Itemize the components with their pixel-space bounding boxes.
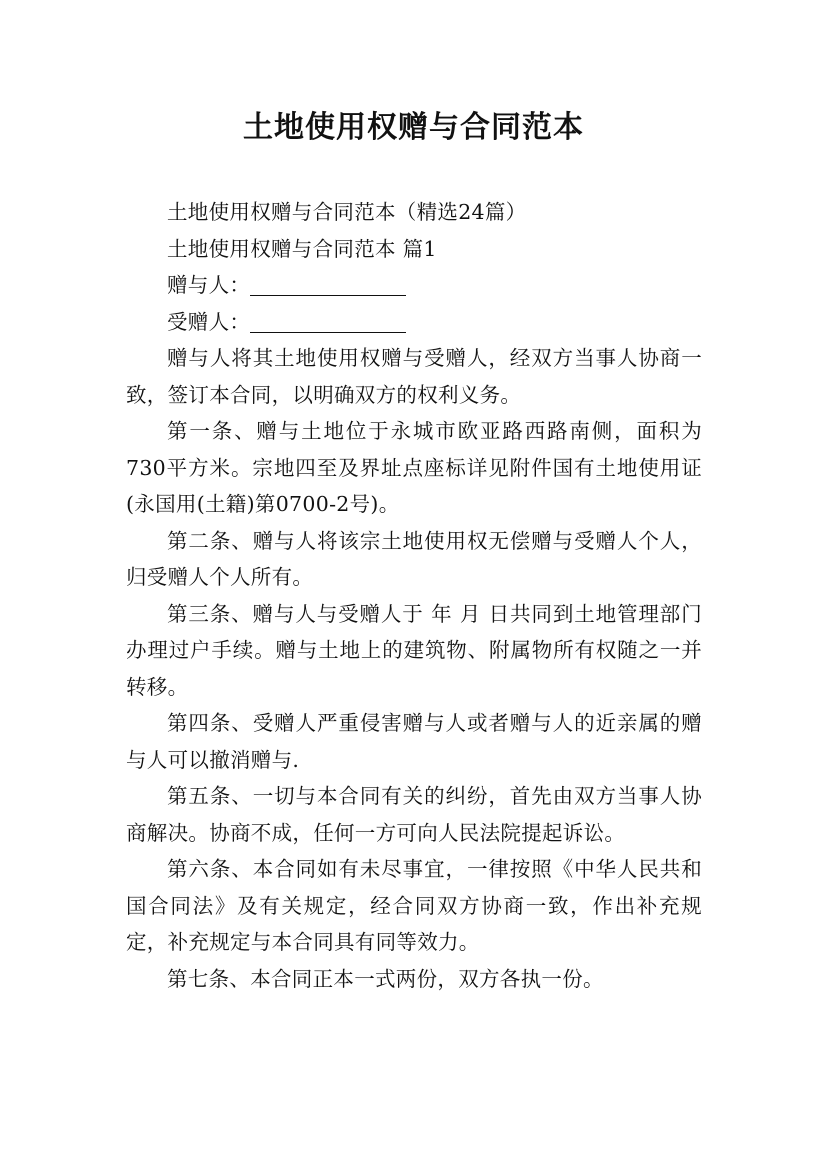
intro-paragraph: 赠与人将其土地使用权赠与受赠人，经双方当事人协商一致，签订本合同，以明确双方的权利义务。 [126, 346, 702, 407]
donor-blank [250, 273, 406, 296]
donee-blank [250, 310, 406, 333]
section-heading: 土地使用权赠与合同范本 篇1 [167, 236, 437, 261]
article-3: 第三条、赠与人与受赠人于 年 月 日共同到土地管理部门办理过户手续。赠与土地上的建筑物、附属物所有权随之一并转移。 [126, 601, 702, 699]
donee-field [126, 304, 702, 341]
article-7: 第七条、本合同正本一式两份，双方各执一份。 [167, 966, 604, 991]
article-1: 第一条、赠与土地位于永城市欧亚路西路南侧，面积为730平方米。宗地四至及界址点座标详见附件国有土地使用证(永国用(土籍)第0700-2号)。 [126, 419, 702, 516]
document-title: 土地使用权赠与合同范本 [243, 110, 584, 145]
article-5: 第五条、一切与本合同有关的纠纷，首先由双方当事人协商解决。协商不成，任何一方可向人民法院提起诉讼。 [126, 784, 702, 845]
article-6: 第六条、本合同如有未尽事宜，一律按照《中华人民共和国合同法》及有关规定，经合同双方协商一致，作出补充规定，补充规定与本合同具有同等效力。 [126, 857, 702, 954]
document-subtitle: 土地使用权赠与合同范本（精选24篇） [167, 200, 527, 224]
article-2: 第二条、赠与人将该宗土地使用权无偿赠与受赠人个人，归受赠人个人所有。 [126, 528, 702, 589]
donor-field [126, 267, 702, 304]
article-4: 第四条、受赠人严重侵害赠与人或者赠与人的近亲属的赠与人可以撤消赠与. [126, 711, 702, 772]
document-body [126, 194, 702, 997]
donor-label: 赠与人： [167, 273, 251, 297]
donee-label: 受赠人： [167, 309, 251, 334]
